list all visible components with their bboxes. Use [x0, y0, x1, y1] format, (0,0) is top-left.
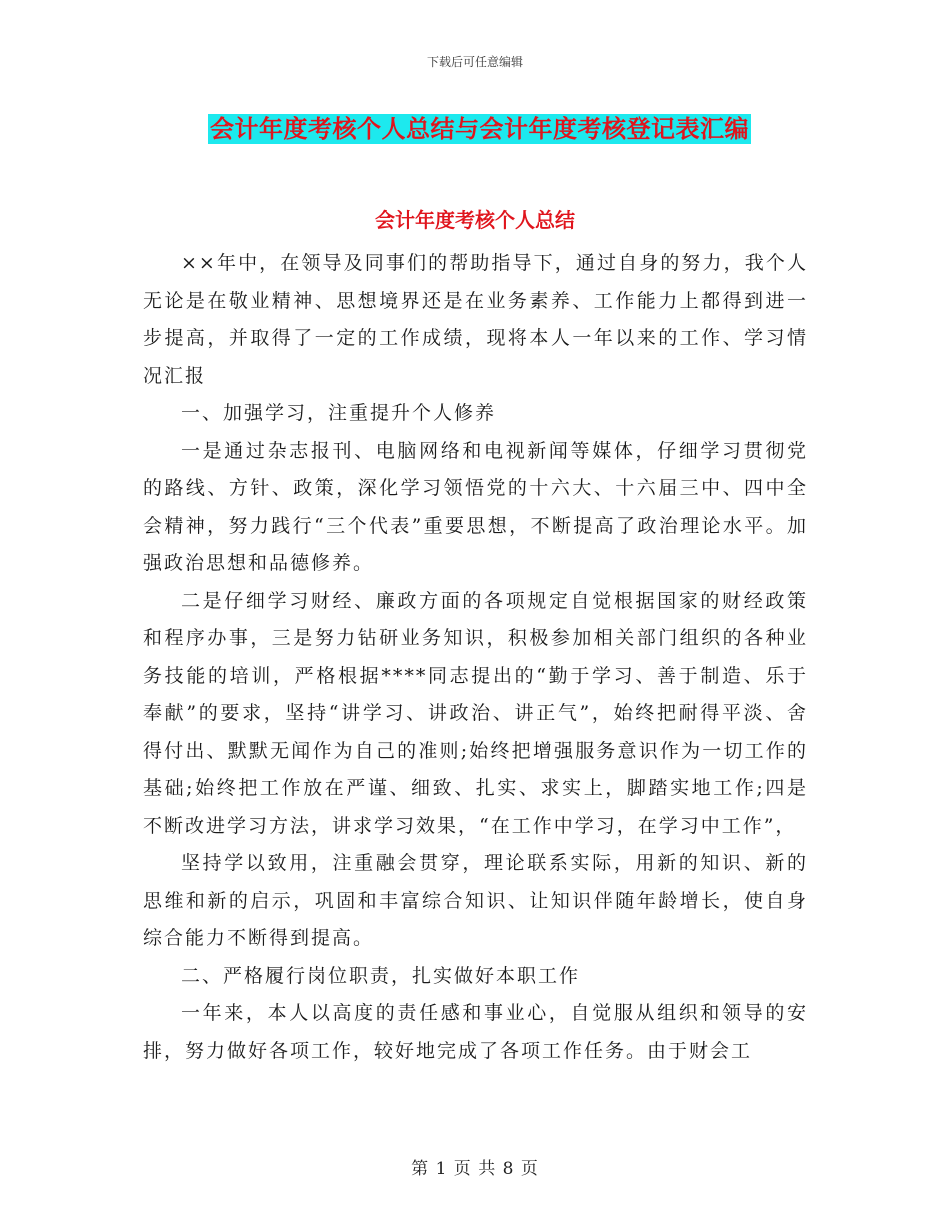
heading-section-1: 一、加强学习，注重提升个人修养 — [181, 402, 497, 424]
paragraph-duties: 一年来，本人以高度的责任感和事业心，自觉服从组织和领导的安排，努力做好各项工作，较好地完成了各项工作任务。由于财会工 — [143, 1002, 808, 1062]
document-title: 会计年度考核个人总结与会计年度考核登记表汇编 — [210, 115, 749, 143]
document-body — [143, 245, 808, 1070]
heading-section-2: 二、严格履行岗位职责，扎实做好本职工作 — [181, 964, 581, 987]
paragraph-intro: ××年中，在领导及同事们的帮助指导下，通过自身的努力，我个人无论是在敬业精神、思想境界还是在业务素养、工作能力上都得到进一步提高，并取得了一定的工作成绩，现将本人一年以来的工作、学习情况汇报 — [143, 252, 808, 387]
section-title: 会计年度考核个人总结 — [375, 208, 575, 232]
paragraph-study-2: 二是仔细学习财经、廉政方面的各项规定自觉根据国家的财经政策和程序办事，三是努力钻研业务知识，积极参加相关部门组织的各种业务技能的培训，严格根据****同志提出的“勤于学习、善于制造、乐于奉献”的要求，坚持“讲学习、讲政治、讲正气”，始终把耐得平淡、舍得付出、默默无闻作为自己的准则;始终把增强服务意识作为一切工作的基础;始终把工作放在严谨、细致、扎实、求实上，脚踏实地工作;四是不断改进学习方法，讲求学习效果，“在工作中学习，在学习中工作”， — [143, 589, 808, 837]
paragraph-study-1: 一是通过杂志报刊、电脑网络和电视新闻等媒体，仔细学习贯彻党的路线、方针、政策，深化学习领悟党的十六大、十六届三中、四中全会精神，努力践行“三个代表”重要思想，不断提高了政治理论水平。加强政治思想和品德修养。 — [143, 439, 808, 574]
paragraph-study-3: 坚持学以致用，注重融会贯穿，理论联系实际，用新的知识、新的思维和新的启示，巩固和丰富综合知识、让知识伴随年龄增长，使自身综合能力不断得到提高。 — [143, 852, 808, 949]
page-number: 第 1 页 共 8 页 — [411, 1159, 539, 1179]
page-header-note: 下载后可任意编辑 — [426, 55, 523, 69]
